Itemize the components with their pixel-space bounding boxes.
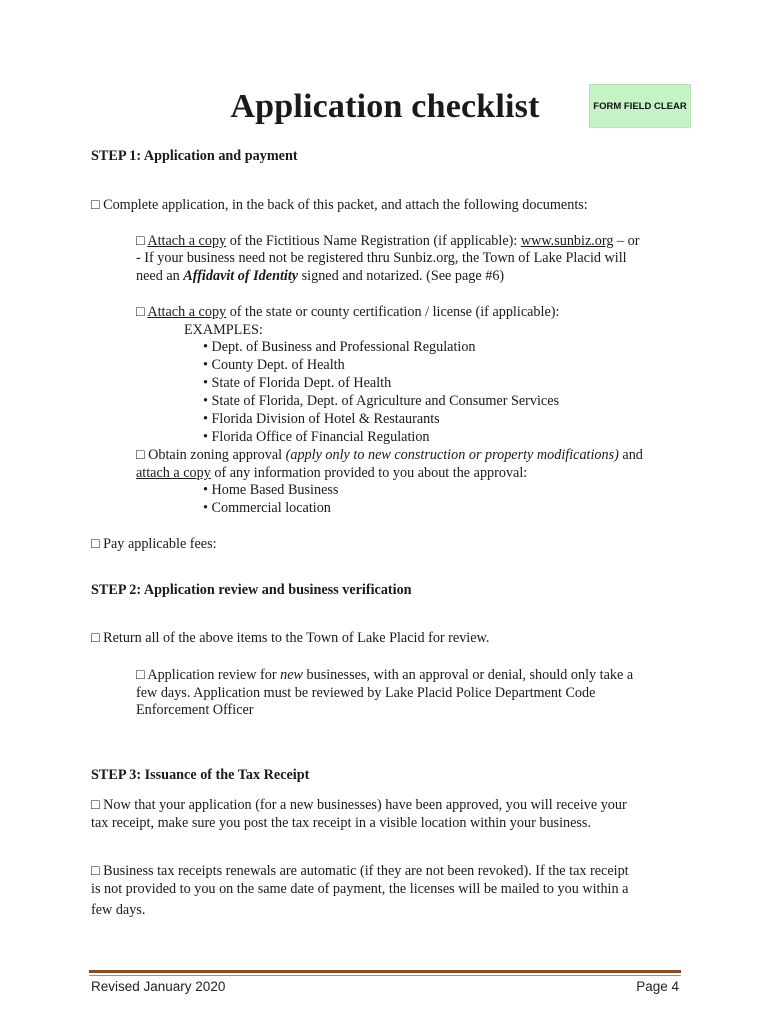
- step2-sub-review: [136, 666, 633, 684]
- checkbox-glyph: □: [136, 304, 148, 320]
- footer-divider-thin: [89, 975, 681, 976]
- list-item: • Home Based Business: [203, 482, 339, 498]
- zoning-pre: □ Obtain zoning approval: [136, 447, 286, 463]
- affidavit-post: signed and notarized. (See page #6): [298, 268, 505, 284]
- list-item: • Florida Division of Hotel & Restaurants: [203, 411, 440, 427]
- checkbox-glyph: □: [136, 233, 148, 249]
- list-item: • County Dept. of Health: [203, 357, 345, 373]
- footer-divider: [89, 970, 681, 973]
- sunbiz-link[interactable]: www.sunbiz.org: [520, 233, 614, 249]
- page-title: Application checklist: [230, 88, 540, 125]
- review-post: businesses, with an approval or denial, should only take a: [302, 667, 634, 683]
- list-item: • Florida Office of Financial Regulation: [203, 429, 430, 445]
- fictitious-name-text: of the Fictitious Name Registration (if applicable):: [226, 233, 521, 249]
- step3-heading: STEP 3: Issuance of the Tax Receipt: [91, 767, 310, 783]
- step1-item-pay-fees: □ Pay applicable fees:: [91, 536, 217, 552]
- review-emphasis: new: [280, 667, 303, 683]
- or-text: – or: [613, 233, 640, 249]
- zoning-line2: [136, 464, 527, 482]
- list-item: • Commercial location: [203, 500, 331, 516]
- zoning-post: and: [618, 447, 643, 463]
- review-pre: □ Application review for: [136, 667, 281, 683]
- attach-copy-label: Attach a copy: [147, 304, 227, 320]
- zoning-emphasis: (apply only to new construction or property modifications): [285, 447, 619, 463]
- step1-heading: STEP 1: Application and payment: [91, 148, 298, 164]
- review-line3: Enforcement Officer: [136, 702, 254, 718]
- step3-item1-line2: tax receipt, make sure you post the tax receipt in a visible location within your business.: [91, 815, 591, 831]
- step2-heading: STEP 2: Application review and business verification: [91, 582, 412, 598]
- affidavit-line: [136, 267, 504, 285]
- step1-sub-fictitious-name: [136, 232, 639, 250]
- footer-page-number: Page 4: [636, 979, 679, 994]
- certification-text: of the state or county certification / license (if applicable):: [226, 304, 560, 320]
- footer-revised-date: Revised January 2020: [91, 979, 226, 994]
- step2-item-return: □ Return all of the above items to the Town of Lake Placid for review.: [91, 630, 490, 646]
- list-item: • Dept. of Business and Professional Regulation: [203, 339, 476, 355]
- form-field-clear-button[interactable]: FORM FIELD CLEAR: [589, 84, 691, 128]
- affidavit-emphasis: Affidavit of Identity: [183, 268, 299, 284]
- step1-sub-zoning: [136, 446, 643, 464]
- step3-item2-line2: is not provided to you on the same date of payment, the licenses will be mailed to you within a: [91, 881, 629, 897]
- step3-item1-line1: □ Now that your application (for a new businesses) have been approved, you will receive your: [91, 797, 627, 813]
- step1-sub-certification: [136, 303, 559, 321]
- examples-label: EXAMPLES:: [184, 322, 263, 338]
- sunbiz-note-line: - If your business need not be registered thru Sunbiz.org, the Town of Lake Placid will: [136, 250, 627, 266]
- zoning-line2-text: of any information provided to you about the approval:: [210, 465, 528, 481]
- step3-item2-line3: few days.: [91, 902, 146, 918]
- attach-copy-label: Attach a copy: [147, 233, 227, 249]
- affidavit-pre: need an: [136, 268, 184, 284]
- step3-item2-line1: □ Business tax receipts renewals are automatic (if they are not been revoked). If the tax receipt: [91, 863, 629, 879]
- attach-copy-label: attach a copy: [136, 465, 211, 481]
- list-item: • State of Florida, Dept. of Agriculture and Consumer Services: [203, 393, 560, 409]
- step1-item-complete-application: □ Complete application, in the back of this packet, and attach the following documents:: [91, 197, 588, 213]
- list-item: • State of Florida Dept. of Health: [203, 375, 392, 391]
- review-line2: few days. Application must be reviewed by Lake Placid Police Department Code: [136, 685, 596, 701]
